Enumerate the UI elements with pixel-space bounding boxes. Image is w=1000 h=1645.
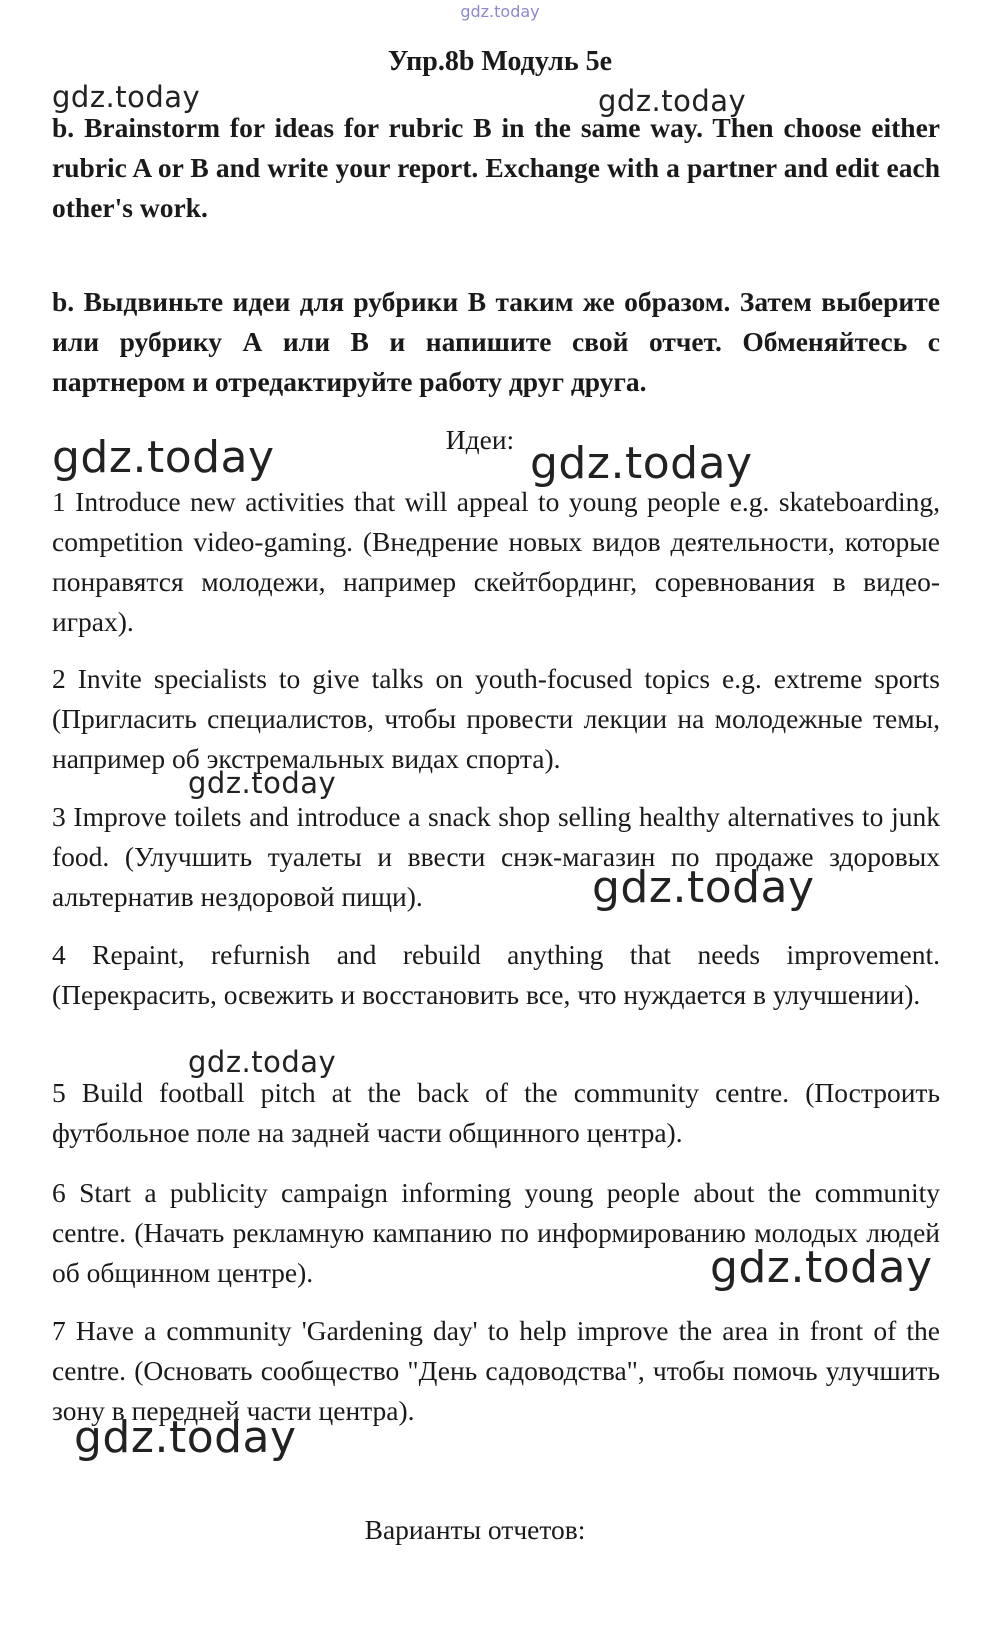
idea-item-2: 2 Invite specialists to give talks on youth-focused topics e.g. extreme sports (Пригласить специалистов, чтобы провести лекции на молодежные темы, например об экстремальных видах спорта). [52,663,940,774]
watermark: gdz.today [188,766,337,800]
header-watermark: gdz.today [460,2,540,21]
idea-item-4: 4 Repaint, refurnish and rebuild anything that needs improvement. (Перекрасить, освежить и восстановить все, что нуждается в улучшении). [52,939,940,1010]
reports-heading: Варианты отчетов: [364,1514,586,1545]
idea-item-7: 7 Have a community 'Gardening day' to help improve the area in front of the centre. (Основать сообщество "День садоводства", чтобы помочь улучшить зону в передней части центра). [52,1315,940,1426]
task-english: b. Brainstorm for ideas for rubric B in the same way. Then choose either rubric A or B and write your report. Exchange with a partner and edit each other's work. [52,112,940,223]
idea-item-3: 3 Improve toilets and introduce a snack shop selling healthy alternatives to junk food. (Улучшить туалеты и ввести снэк-магазин по продаже здоровых альтернатив нездоровой пищи). [52,801,940,912]
idea-item-6: 6 Start a publicity campaign informing young people about the community centre. (Начать рекламную кампанию по информированию молодых людей об общинном центре). [52,1177,940,1288]
watermark: gdz.today [530,438,753,489]
task-russian: b. Выдвиньте идеи для рубрики B таким же образом. Затем выберите или рубрику А или В и напишите свой отчет. Обменяйтесь с партнером и отредактируйте работу друг друга. [52,286,940,397]
watermark: gdz.today [52,432,275,483]
watermark: gdz.today [188,1045,337,1079]
idea-item-5: 5 Build football pitch at the back of the community centre. (Построить футбольное поле на задней части общинного центра). [52,1077,940,1148]
watermark: gdz.today [52,80,201,114]
idea-item-1: 1 Introduce new activities that will appeal to young people e.g. skateboarding, competition video-gaming. (Внедрение новых видов деятельности, которые понравятся молодежи, например скейтбординг, соревнования в видео-играх). [52,486,940,637]
watermark: gdz.today [74,1412,297,1463]
watermark: gdz.today [598,84,747,118]
ideas-heading: Идеи: [445,424,515,455]
watermark: gdz.today [710,1242,933,1293]
page-title: Упр.8b Модуль 5e [387,46,613,77]
watermark: gdz.today [592,862,815,913]
